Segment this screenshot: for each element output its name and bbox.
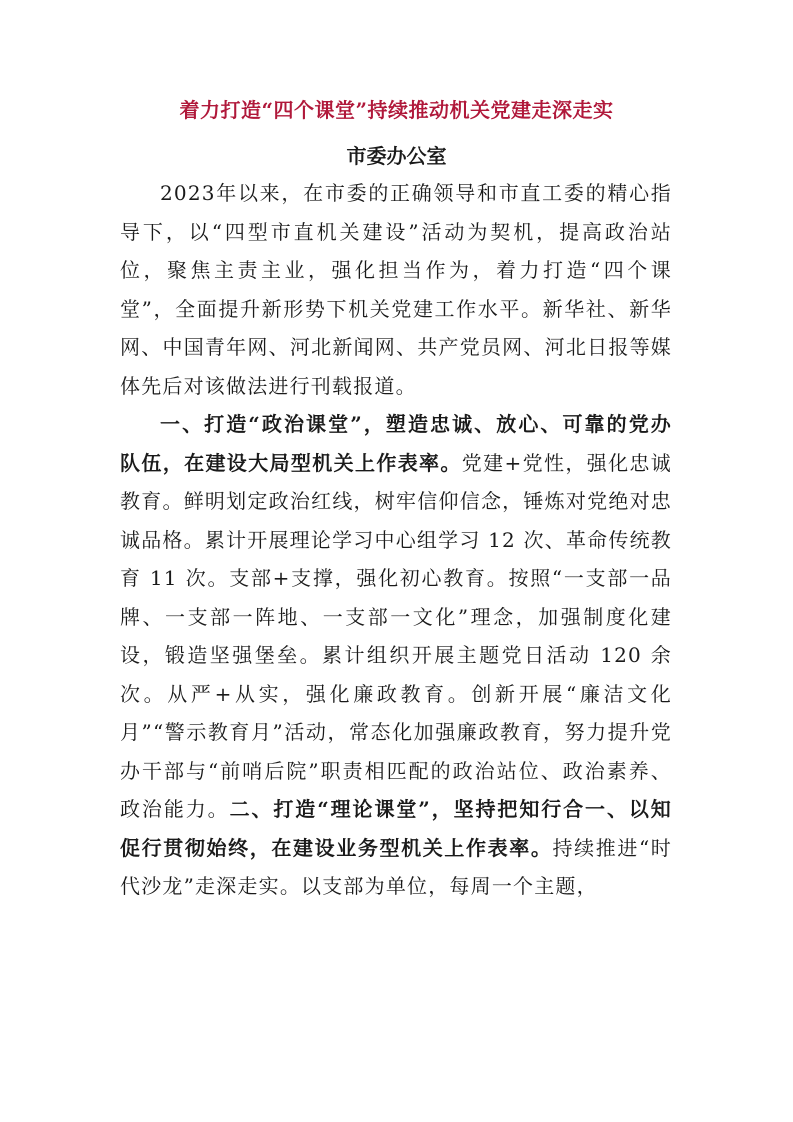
- section-text-theory-classroom: 持续推进“时代沙龙”走深走实。以支部为单位，每周一个主题，: [120, 835, 672, 898]
- section-text-political-classroom: 党建+党性，强化忠诚教育。鲜明划定政治红线，树牢信仰信念，锤炼对党绝对忠诚品格。累计开展理论学习中心组学习 12 次、革命传统教育 11 次。支部+支撑，强化初心教育。按照“一支部一品牌、一支部一阵地、一支部一文化”理念，加强制度化建设，锻造坚强堡垒。累计组织开展主题党日活动 120 余次。从严+从实，强化廉政教育。创新开展“廉洁文化月”“警示教育月”活动，常态化加强廉政教育，努力提升党办干部与“前哨后院”职责相匹配的政治站位、政治素养、政治能力。: [120, 450, 672, 821]
- intro-paragraph: 2023年以来，在市委的正确领导和市直工委的精心指导下，以“四型市直机关建设”活动为契机，提高政治站位，聚焦主责主业，强化担当作为，着力打造“四个课堂”，全面提升新形势下机关党建工作水平。新华社、新华网、中国青年网、河北新闻网、共产党员网、河北日报等媒体先后对该做法进行刊载报道。: [120, 181, 672, 398]
- section-paragraph: [120, 405, 672, 906]
- document-author: 市委办公室: [346, 144, 447, 168]
- document-body: [120, 174, 672, 906]
- section-heading-political-classroom: 一、打造“政治课堂”，塑造忠诚、放心、可靠的党办队伍，在建设大局型机关上作表率。: [120, 412, 672, 475]
- section-heading-theory-classroom: 二、打造“理论课堂”，坚持把知行合一、以知促行贯彻始终，在建设业务型机关上作表率。: [120, 797, 672, 860]
- document-title: 着力打造“四个课堂”持续推动机关党建走深走实: [179, 98, 614, 122]
